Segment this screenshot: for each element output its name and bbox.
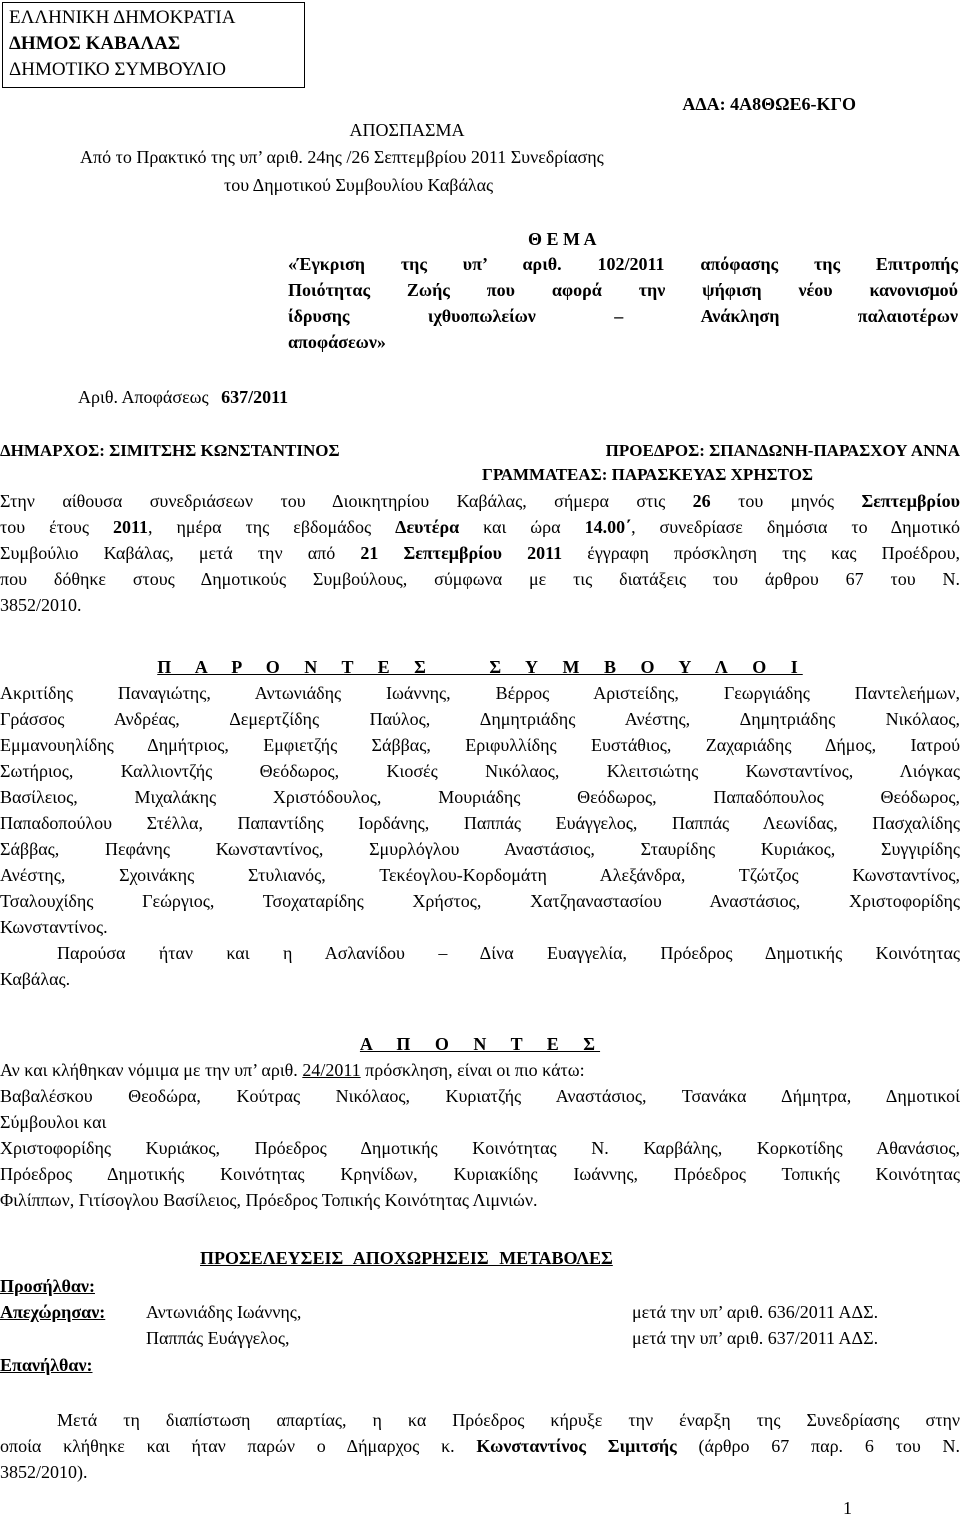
- list-item: Κωνσταντίνος.: [0, 917, 108, 937]
- list-item: Παπαδοπούλου Στέλλα, Παπαντίδης Ιορδάνης, Παππάς Ευάγγελος, Παππάς Λεωνίδας, Πασχαλίδης: [0, 813, 960, 833]
- intro-line: που δόθηκε στους Δημοτικούς Συμβούλους, σύμφωνα με τις διατάξεις του άρθρου 67 του Ν.: [0, 569, 960, 589]
- absent-line: Φιλίππων, Γιτίσογλου Βασίλειος, Πρόεδρος Τοπικής Κοινότητας Λιμνιών.: [0, 1190, 538, 1210]
- theme-label: Θ Ε Μ Α: [528, 229, 597, 249]
- left-label: Απεχώρησαν:: [0, 1302, 106, 1322]
- intro-line: Στην αίθουσα συνεδριάσεων του Διοικητηρίου Καβάλας, σήμερα στις 26 του μηνός Σεπτεμβρίου: [0, 491, 960, 511]
- extract-line-1: Από το Πρακτικό της υπ’ αριθ. 24ης /26 Σεπτεμβρίου 2011 Συνεδρίασης: [80, 147, 604, 167]
- left-name-1: Αντωνιάδης Ιωάννης,: [146, 1302, 302, 1322]
- absent-title: Α Π Ο Ν Τ Ε Σ: [359, 1034, 601, 1054]
- quorum-paragraph: [0, 1407, 960, 1485]
- theme-block: [288, 251, 958, 355]
- municipality-line: ΔΗΜΟΣ ΚΑΒΑΛΑΣ: [9, 33, 181, 54]
- aslanidou-line: Καβάλας.: [0, 969, 71, 989]
- intro-line: Συμβούλιο Καβάλας, μετά την από 21 Σεπτεμβρίου 2011 έγγραφη πρόσκληση της κας Προέδρου,: [0, 543, 960, 563]
- secretary: ΓΡΑΜΜΑΤΕΑΣ: ΠΑΡΑΣΚΕΥΑΣ ΧΡΗΣΤΟΣ: [482, 465, 814, 484]
- theme-line: «Έγκριση της υπ’ αριθ. 102/2011 απόφασης της Επιτροπής: [288, 254, 958, 274]
- extract-line-2: του Δημοτικού Συμβουλίου Καβάλας: [224, 175, 494, 195]
- quorum-line: Μετά τη διαπίστωση απαρτίας, η κα Πρόεδρος κήρυξε την έναρξη της Συνεδρίασης στην: [57, 1410, 960, 1430]
- changes-title: ΠΡΟΣΕΛΕΥΣΕΙΣ ΑΠΟΧΩΡΗΣΕΙΣ ΜΕΤΑΒΟΛΕΣ: [200, 1248, 613, 1268]
- page-number: 1: [843, 1498, 852, 1518]
- absent-line: Αν και κλήθηκαν νόμιμα με την υπ’ αριθ. 24/2011 πρόσκληση, είναι οι πιο κάτω:: [0, 1060, 585, 1080]
- quorum-line: οποία κλήθηκε και ήταν παρών ο Δήμαρχος κ. Κωνσταντίνος Σιμιτσής (άρθρο 67 παρ. 6 του Ν.: [0, 1436, 960, 1456]
- list-item: Τσαλουχίδης Γεώργιος, Τσοχαταρίδης Χρήστος, Χατζηαναστασίου Αναστάσιος, Χριστοφορίδης: [0, 891, 960, 911]
- theme-line: ίδρυσης ιχθυοπωλείων – Ανάκληση παλαιοτέρων: [288, 306, 958, 326]
- list-item: Γράσσος Ανδρέας, Δεμερτζίδης Παύλος, Δημητριάδης Ανέστης, Δημητριάδης Νικόλαος,: [0, 709, 960, 729]
- list-item: Σάββας, Πεφάνης Κωνσταντίνος, Σμυρλόγλου Αναστάσιος, Σταυρίδης Κυριάκος, Συγγιρίδης: [0, 839, 960, 859]
- extract-title: ΑΠΟΣΠΑΣΜΑ: [349, 120, 465, 140]
- country-line: ΕΛΛΗΝΙΚΗ ΔΗΜΟΚΡΑΤΙΑ: [9, 7, 236, 28]
- list-item: Εμμανουηλίδης Δημήτριος, Εμφιετζής Σάββας, Εριφυλλίδης Ευστάθιος, Ζαχαριάδης Δήμος, Ιατρού: [0, 735, 960, 755]
- theme-line: αποφάσεων»: [288, 332, 386, 352]
- left-after-2: μετά την υπ’ αριθ. 637/2011 ΑΔΣ.: [632, 1328, 879, 1348]
- mayor: ΔΗΜΑΡΧΟΣ: ΣΙΜΙΤΣΗΣ ΚΩΝΣΤΑΝΤΙΝΟΣ: [0, 441, 340, 460]
- absent-line: Βαβαλέσκου Θεοδώρα, Κούτρας Νικόλαος, Κυριατζής Αναστάσιος, Τσανάκα Δήμητρα, Δημοτικοί: [0, 1086, 960, 1106]
- present-list: [0, 680, 960, 992]
- intro-line: του έτους 2011, ημέρα της εβδομάδος Δευτέρα και ώρα 14.00΄, συνεδρίασε δημόσια το Δημοτικό: [0, 517, 960, 537]
- list-item: Βασίλειος, Μιχαλάκης Χριστόδουλος, Μουριάδης Θεόδωρος, Παπαδόπουλος Θεόδωρος,: [0, 787, 960, 807]
- intro-line: 3852/2010.: [0, 595, 82, 615]
- decision-label: Αριθ. Αποφάσεως: [78, 387, 209, 407]
- theme-line: Ποιότητας Ζωής που αφορά την ψήφιση νέου κανονισμού: [288, 280, 958, 300]
- absent-line: Σύμβουλοι και: [0, 1112, 107, 1132]
- list-item: Ακριτίδης Παναγιώτης, Αντωνιάδης Ιωάννης, Βέρρος Αριστείδης, Γεωργιάδης Παντελεήμων,: [0, 683, 960, 703]
- arrived-label: Προσήλθαν:: [0, 1276, 95, 1296]
- absent-list: [0, 1057, 960, 1213]
- absent-line: Πρόεδρος Δημοτικής Κοινότητας Κρηνίδων, Κυριακίδης Ιωάννης, Πρόεδρος Τοπικής Κοινότητας: [0, 1164, 960, 1184]
- ada-code: ΑΔΑ: 4Α8ΘΩΕ6-ΚΓΟ: [682, 94, 856, 114]
- absent-line: Χριστοφορίδης Κυριάκος, Πρόεδρος Δημοτικής Κοινότητας Ν. Καρβάλης, Κορκοτίδης Αθανάσιος,: [0, 1138, 960, 1158]
- header-box: [2, 2, 305, 88]
- decision-number: [78, 384, 288, 410]
- decision-value: 637/2011: [221, 387, 289, 407]
- aslanidou-line: Παρούσα ήταν και η Ασλανίδου – Δίνα Ευαγγελία, Πρόεδρος Δημοτικής Κοινότητας: [57, 943, 960, 963]
- list-item: Σωτήριος, Καλλιοντζής Θεόδωρος, Κιοσές Νικόλαος, Κλειτσιώτης Κωνσταντίνος, Λιόγκας: [0, 761, 960, 781]
- president: ΠΡΟΕΔΡΟΣ: ΣΠΑΝΔΩΝΗ-ΠΑΡΑΣΧΟΥ ΑΝΝΑ: [605, 441, 960, 460]
- intro-paragraph: [0, 488, 960, 618]
- list-item: Ανέστης, Σχοινάκης Στυλιανός, Τεκέογλου-Κορδομάτη Αλεξάνδρα, Τζώτζος Κωνσταντίνος,: [0, 865, 960, 885]
- quorum-line: 3852/2010).: [0, 1462, 88, 1482]
- returned-label: Επανήλθαν:: [0, 1355, 93, 1375]
- council-line: ΔΗΜΟΤΙΚΟ ΣΥΜΒΟΥΛΙΟ: [9, 59, 226, 80]
- left-name-2: Παππάς Ευάγγελος,: [146, 1328, 290, 1348]
- present-title: Π Α Ρ Ο Ν Τ Ε Σ Σ Υ Μ Β Ο Υ Λ Ο Ι: [157, 657, 803, 677]
- left-after-1: μετά την υπ’ αριθ. 636/2011 ΑΔΣ.: [632, 1302, 879, 1322]
